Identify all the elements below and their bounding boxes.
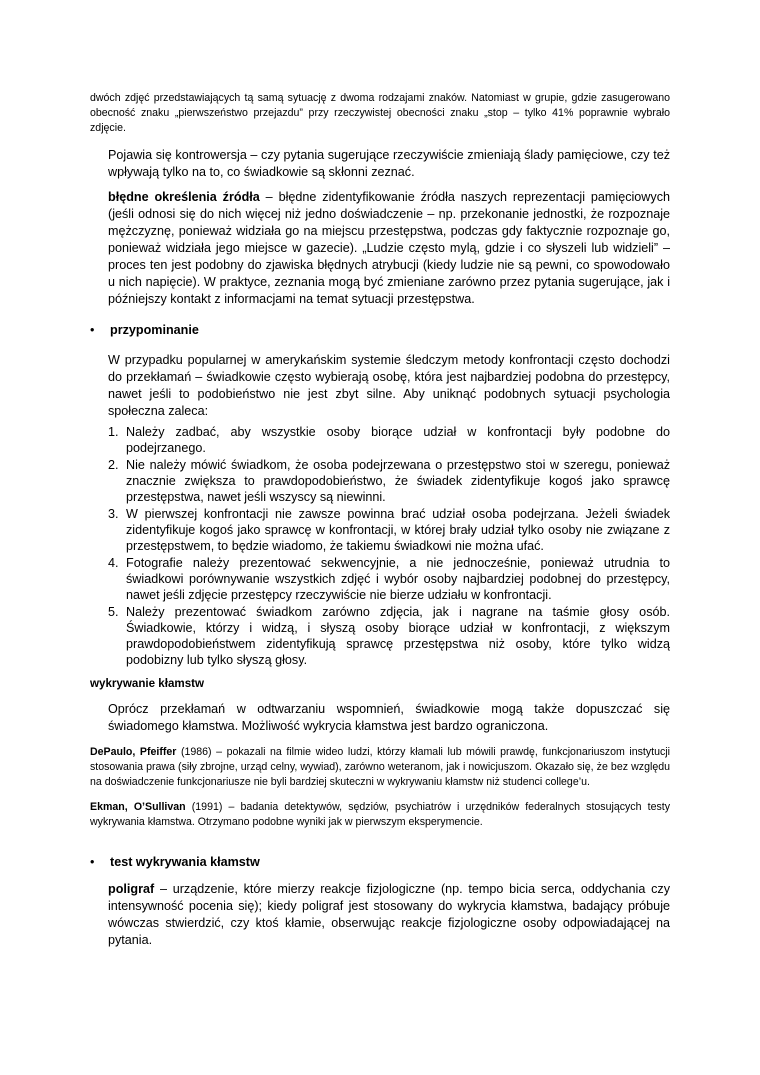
bullet-icon: • (90, 855, 95, 869)
study-ekman-text: (1991) – badania detektywów, sędziów, psychiatrów i urzędników federalnych stosujących testy wykrywania kłamstwa. Otrzymano podobne wyniki jak w pierwszym eksperymencie. (90, 801, 670, 828)
list-item-text: Należy zadbać, aby wszystkie osoby biorące udział w konfrontacji były podobne do podejrzanego. (126, 425, 670, 455)
intro-paragraph: dwóch zdjęć przedstawiających tą samą sytuację z dwoma rodzajami znaków. Natomiast w grupie, gdzie zasugerowano obecność znaku „pierwszeństwo przejazdu” przy rzeczywistej obecności znaku „stop – tylko 41% poprawnie wybrało zdjęcie. (90, 92, 670, 134)
study-depaulo-authors: DePaulo, Pfeiffer (90, 746, 177, 758)
controversy-paragraph: Pojawia się kontrowersja – czy pytania sugerujące rzeczywiście zmieniają ślady pamięciowe, czy też wpływają tylko na to, co świadkowie są skłonni zeznać. (108, 148, 670, 179)
lie-detection-paragraph: Oprócz przekłamań w odtwarzaniu wspomnień, świadkowie mogą także dopuszczać się świadomego kłamstwa. Możliwość wykrycia kłamstwa jest bardzo ograniczona. (108, 702, 670, 733)
bullet-icon: • (90, 323, 95, 337)
list-item (108, 457, 670, 505)
recall-heading-text: przypominanie (110, 323, 199, 337)
list-item-text: W pierwszej konfrontacji nie zawsze powinna brać udział osoba podejrzana. Jeżeli świadek zidentyfikuje kogoś jako sprawcę w konfrontacji, w której brały udział tylko osoby nie związane z przestępstwem, to będzie wiadomo, że takiemu świadkowi nie można ufać. (126, 507, 670, 553)
recommendations-list (108, 424, 670, 669)
list-item-number: 5. (108, 605, 119, 619)
study-ekman (90, 800, 670, 830)
list-item (108, 424, 670, 456)
list-item-text: Fotografie należy prezentować sekwencyjnie, a nie jednocześnie, ponieważ utrudnia to świadkowi porównywanie wszystkich zdjęć i wybór osoby najbardziej podobnej do przestępcy, nawet jeśli zdjęcie przestępcy rzeczywiście nie bierze udziału w konfrontacji. (126, 556, 670, 602)
list-item (108, 506, 670, 554)
study-depaulo (90, 745, 670, 790)
list-item (108, 604, 670, 668)
source-errors-paragraph (108, 189, 670, 308)
list-item-number: 3. (108, 507, 119, 521)
list-item-number: 2. (108, 458, 119, 472)
source-errors-text: – błędne zidentyfikowanie źródła naszych reprezentacji pamięciowych (jeśli odnosi się do nich więcej niż jedno doświadczenie – np. przekonanie jednostki, że rozpoznaje mężczyznę, ponieważ widziała go na miejscu przestępstwa, podczas gdy faktycznie rozpoznaje go, ponieważ widziała jego miejsce w gazecie). „Ludzie często mylą, gdzie i co słyszeli lub widzieli” – proces ten jest podobny do zjawiska błędnych atrybucji (kiedy ludzie nie są pewni, co spowodowało u nich napięcie). W praktyce, zeznania mogą być zmieniane zarówno przez pytania sugerujące, jak i późniejszy kontakt z informacjami na temat sytuacji przestępstwa. (108, 190, 670, 306)
recall-paragraph: W przypadku popularnej w amerykańskim systemie śledczym metody konfrontacji często dochodzi do przekłamań – świadkowie często wybierają osobę, która jest najbardziej podobna do przestępcy, nawet jeśli to podobieństwo nie jest zbyt silne. Aby uniknąć podobnych sytuacji psychologia społeczna zaleca: (108, 353, 670, 418)
source-errors-term: błędne określenia źródła (108, 190, 260, 204)
list-item-number: 1. (108, 425, 119, 439)
study-ekman-authors: Ekman, O’Sullivan (90, 801, 186, 813)
polygraph-paragraph (108, 881, 670, 949)
lie-detection-heading: wykrywanie kłamstw (90, 677, 205, 690)
list-item-text: Nie należy mówić świadkom, że osoba podejrzewana o przestępstwo stoi w szeregu, ponieważ znacznie zwiększa to prawdopodobieństwo, że świadek zidentyfikuje kogoś jako sprawcę przestępstwa, nawet jeśli wszyscy są niewinni. (126, 458, 670, 504)
list-item-text: Należy prezentować świadkom zarówno zdjęcia, jak i nagrane na taśmie głosy osób. Świadkowie, którzy i widzą, i słyszą osoby biorące udział w konfrontacji, z większym prawdopodobieństwem zidentyfikują sprawcę przestępstwa niż osoby, które tylko widzą podobizny lub tylko słyszą głosy. (126, 605, 670, 667)
list-item (108, 555, 670, 603)
polygraph-text: – urządzenie, które mierzy reakcje fizjologiczne (np. tempo bicia serca, oddychania czy intensywność pocenia się); kiedy poligraf jest stosowany do wykrycia kłamstwa, badający próbuje wówczas stwierdzić, czy ktoś kłamie, obserwując reakcje fizjologiczne osoby odpowiadającej na pytania. (108, 882, 670, 947)
lie-test-heading-text: test wykrywania kłamstw (110, 855, 260, 869)
study-depaulo-text: (1986) – pokazali na filmie wideo ludzi, którzy kłamali lub mówili prawdę, funkcjonariuszom instytucji stosowania prawa (siły zbrojne, urząd celny, wywiad), zarówno weteranom, jak i nowicjuszom. Okazało się, że bez względu na doświadczenie funkcjonariusze nie byli bardziej skuteczni w wykrywaniu kłamstw niż studenci college’u. (90, 746, 670, 788)
list-item-number: 4. (108, 556, 119, 570)
polygraph-term: poligraf (108, 882, 155, 896)
